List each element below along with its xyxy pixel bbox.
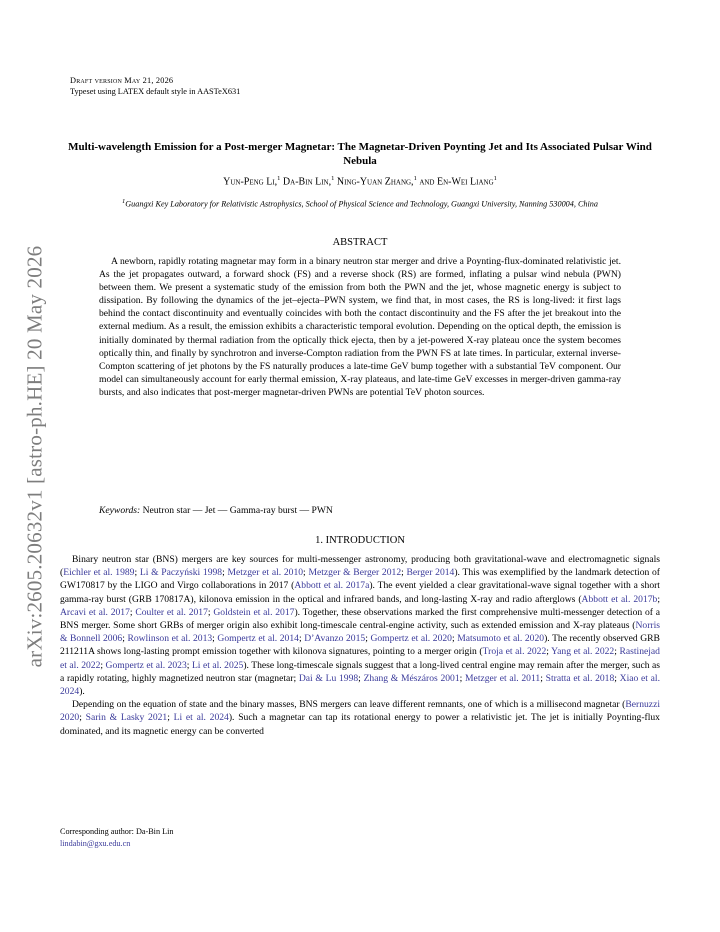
citation-link[interactable]: Li & Paczyński 1998 xyxy=(139,567,223,579)
citation-link[interactable]: Zhang & Mészáros 2001 xyxy=(363,672,460,684)
author-name: Ning-Yuan Zhang, xyxy=(336,176,414,188)
citation-link[interactable]: Li et al. 2025 xyxy=(191,659,244,671)
corresponding-author: Corresponding author: Da-Bin Lin xyxy=(60,827,174,836)
citation-link[interactable]: Yang et al. 2022 xyxy=(551,646,615,658)
keywords-text: Neutron star — Jet — Gamma-ray burst — PWN xyxy=(142,505,333,516)
section-heading-introduction: 1. INTRODUCTION xyxy=(315,535,405,546)
citation-link[interactable]: Metzger et al. 2010 xyxy=(227,567,304,579)
author-affiliation-marker: 1 xyxy=(413,175,417,182)
keywords xyxy=(99,505,333,516)
author-name: and En-Wei Liang xyxy=(419,176,494,188)
typeset-note: Typeset using LATEX default style in AASTeX631 xyxy=(70,87,241,96)
citation-link[interactable]: Dai & Lu 1998 xyxy=(298,672,359,684)
author-email-link[interactable]: lindabin@gxu.edu.cn xyxy=(60,839,131,848)
introduction-body xyxy=(60,553,660,738)
page-header xyxy=(70,75,240,97)
author-affiliation-marker: 1 xyxy=(493,175,497,182)
citation-link[interactable]: Metzger & Berger 2012 xyxy=(308,567,402,579)
footnote xyxy=(60,826,173,850)
arxiv-sidebar xyxy=(18,226,52,686)
citation-link[interactable]: Eichler et al. 1989 xyxy=(63,567,135,579)
citation-link[interactable]: Norris & Bonnell 2006 xyxy=(60,620,660,645)
author-list xyxy=(60,175,660,187)
abstract-text: A newborn, rapidly rotating magnetar may form in a binary neutron star merger and drive a Poynting-flux-dominated relativistic jet. As the jet propagates outward, a forward shock (FS) and a reverse shock (RS) are formed, inflating a pulsar wind nebula (PWN) between them. We present a systematic study of the emission from both the PWN and the jet, whose magnetic energy is subject to dissipation. By following the dynamics of the jet–ejecta–PWN system, we find that, in most cases, the RS is long-lived: it first lags behind the contact discontinuity and eventually coincides with both the contact discontinuity and the FS after the jet breakout into the external medium. As a result, the emission exhibits a characteristic temporal evolution. Depending on the optical depth, the emission is initially dominated by thermal radiation from the optically thick ejecta, then by a jet-powered X-ray plateau once the system becomes optically thin, and finally by synchrotron and inverse-Compton radiation from the PWN FS at late times. In particular, external inverse-Compton scattering of jet photons by the FS naturally produces a late-time GeV bump together with a substantial TeV component. Our model can simultaneously account for early thermal emission, X-ray plateaus, and late-time GeV excesses in merger-driven gamma-ray bursts, and also indicates that post-merger magnetar-driven PWNs are potential TeV photon sources. xyxy=(99,256,621,398)
citation-link[interactable]: Arcavi et al. 2017 xyxy=(60,606,130,618)
citation-link[interactable]: Troja et al. 2022 xyxy=(482,646,547,658)
citation-link[interactable]: Berger 2014 xyxy=(406,567,455,579)
citation-link[interactable]: Sarin & Lasky 2021 xyxy=(85,712,168,724)
citation-link[interactable]: Bernuzzi 2020 xyxy=(60,699,660,724)
author-affiliation-marker: 1 xyxy=(331,175,335,182)
citation-link[interactable]: Li et al. 2024 xyxy=(173,712,229,724)
citation-link[interactable]: Gompertz et al. 2023 xyxy=(105,659,187,671)
paper-title: Multi-wavelength Emission for a Post-merger Magnetar: The Magnetar-Driven Poynting Jet and Its Associated Pulsar Wind Nebula xyxy=(68,141,652,167)
affiliation-text: Guangxi Key Laboratory for Relativistic Astrophysics, School of Physical Science and Technology, Guangxi University, Nanning 530004, China xyxy=(125,199,598,209)
affiliation xyxy=(90,196,630,210)
citation-link[interactable]: Abbott et al. 2017b xyxy=(581,593,658,605)
paragraph: Binary neutron star (BNS) mergers are key sources for multi-messenger astronomy, producing both gravitational-wave and electromagnetic signals (Eichler et al. 1989; Li & Paczyński 1998; Metzger et al. 2010; Metzger & Berger 2012; Berger 2014). This was exemplified by the landmark detection of GW170817 by the LIGO and Virgo collaborations in 2017 (Abbott et al. 2017a). The event yielded a clear gravitational-wave signal together with a short gamma-ray burst (GRB 170817A), kilonova emission in the optical and infrared bands, and long-lasting X-ray and radio afterglows (Abbott et al. 2017b; Arcavi et al. 2017; Coulter et al. 2017; Goldstein et al. 2017). Together, these observations marked the first comprehensive multi-messenger detection of a BNS merger. Some short GRBs of merger origin also exhibit long-timescale central-engine activity, such as extended emission and X-ray plateaus (Norris & Bonnell 2006; Rowlinson et al. 2013; Gompertz et al. 2014; D’Avanzo 2015; Gompertz et al. 2020; Matsumoto et al. 2020). The recently observed GRB 211211A shows long-lasting prompt emission together with kilonova signatures, pointing to a merger origin (Troja et al. 2022; Yang et al. 2022; Rastinejad et al. 2022; Gompertz et al. 2023; Li et al. 2025). These long-timescale signals suggest that a long-lived central engine may remain after the merger, such as a rapidly rotating, highly magnetized neutron star (magnetar; Dai & Lu 1998; Zhang & Mészáros 2001; Metzger et al. 2011; Stratta et al. 2018; Xiao et al. 2024). xyxy=(60,554,661,698)
author-affiliation-marker: 1 xyxy=(277,175,281,182)
abstract-heading: ABSTRACT xyxy=(332,237,388,248)
citation-link[interactable]: Rowlinson et al. 2013 xyxy=(127,633,213,645)
author-name: Da-Bin Lin, xyxy=(282,176,332,188)
author-name: Yun-Peng Li, xyxy=(223,176,278,188)
citation-link[interactable]: Rastinejad et al. 2022 xyxy=(60,646,660,671)
citation-link[interactable]: Coulter et al. 2017 xyxy=(135,606,208,618)
draft-version: Draft version May 21, 2026 xyxy=(70,76,174,85)
citation-link[interactable]: Xiao et al. 2024 xyxy=(60,672,660,698)
paragraph: Depending on the equation of state and the binary masses, BNS mergers can leave different remnants, one of which is a millisecond magnetar (Bernuzzi 2020; Sarin & Lasky 2021; Li et al. 2024). Such a magnetar can tap its rotational energy to power a relativistic jet. The jet is initially Poynting-flux dominated, and its magnetic energy can be converted xyxy=(60,699,660,737)
citation-link[interactable]: Gompertz et al. 2014 xyxy=(217,633,299,645)
citation-link[interactable]: Stratta et al. 2018 xyxy=(545,672,615,684)
citation-link[interactable]: Gompertz et al. 2020 xyxy=(370,633,452,645)
citation-link[interactable]: Abbott et al. 2017a xyxy=(294,580,370,592)
arxiv-identifier: arXiv:2605.20632v1 [astro-ph.HE] 20 May 2026 xyxy=(22,245,47,667)
affiliation-marker: 1 xyxy=(122,198,126,205)
keywords-label: Keywords: xyxy=(99,505,141,516)
citation-link[interactable]: Goldstein et al. 2017 xyxy=(213,606,295,618)
citation-link[interactable]: Metzger et al. 2011 xyxy=(465,672,541,684)
citation-link[interactable]: Matsumoto et al. 2020 xyxy=(457,633,545,645)
citation-link[interactable]: D’Avanzo 2015 xyxy=(304,633,366,645)
